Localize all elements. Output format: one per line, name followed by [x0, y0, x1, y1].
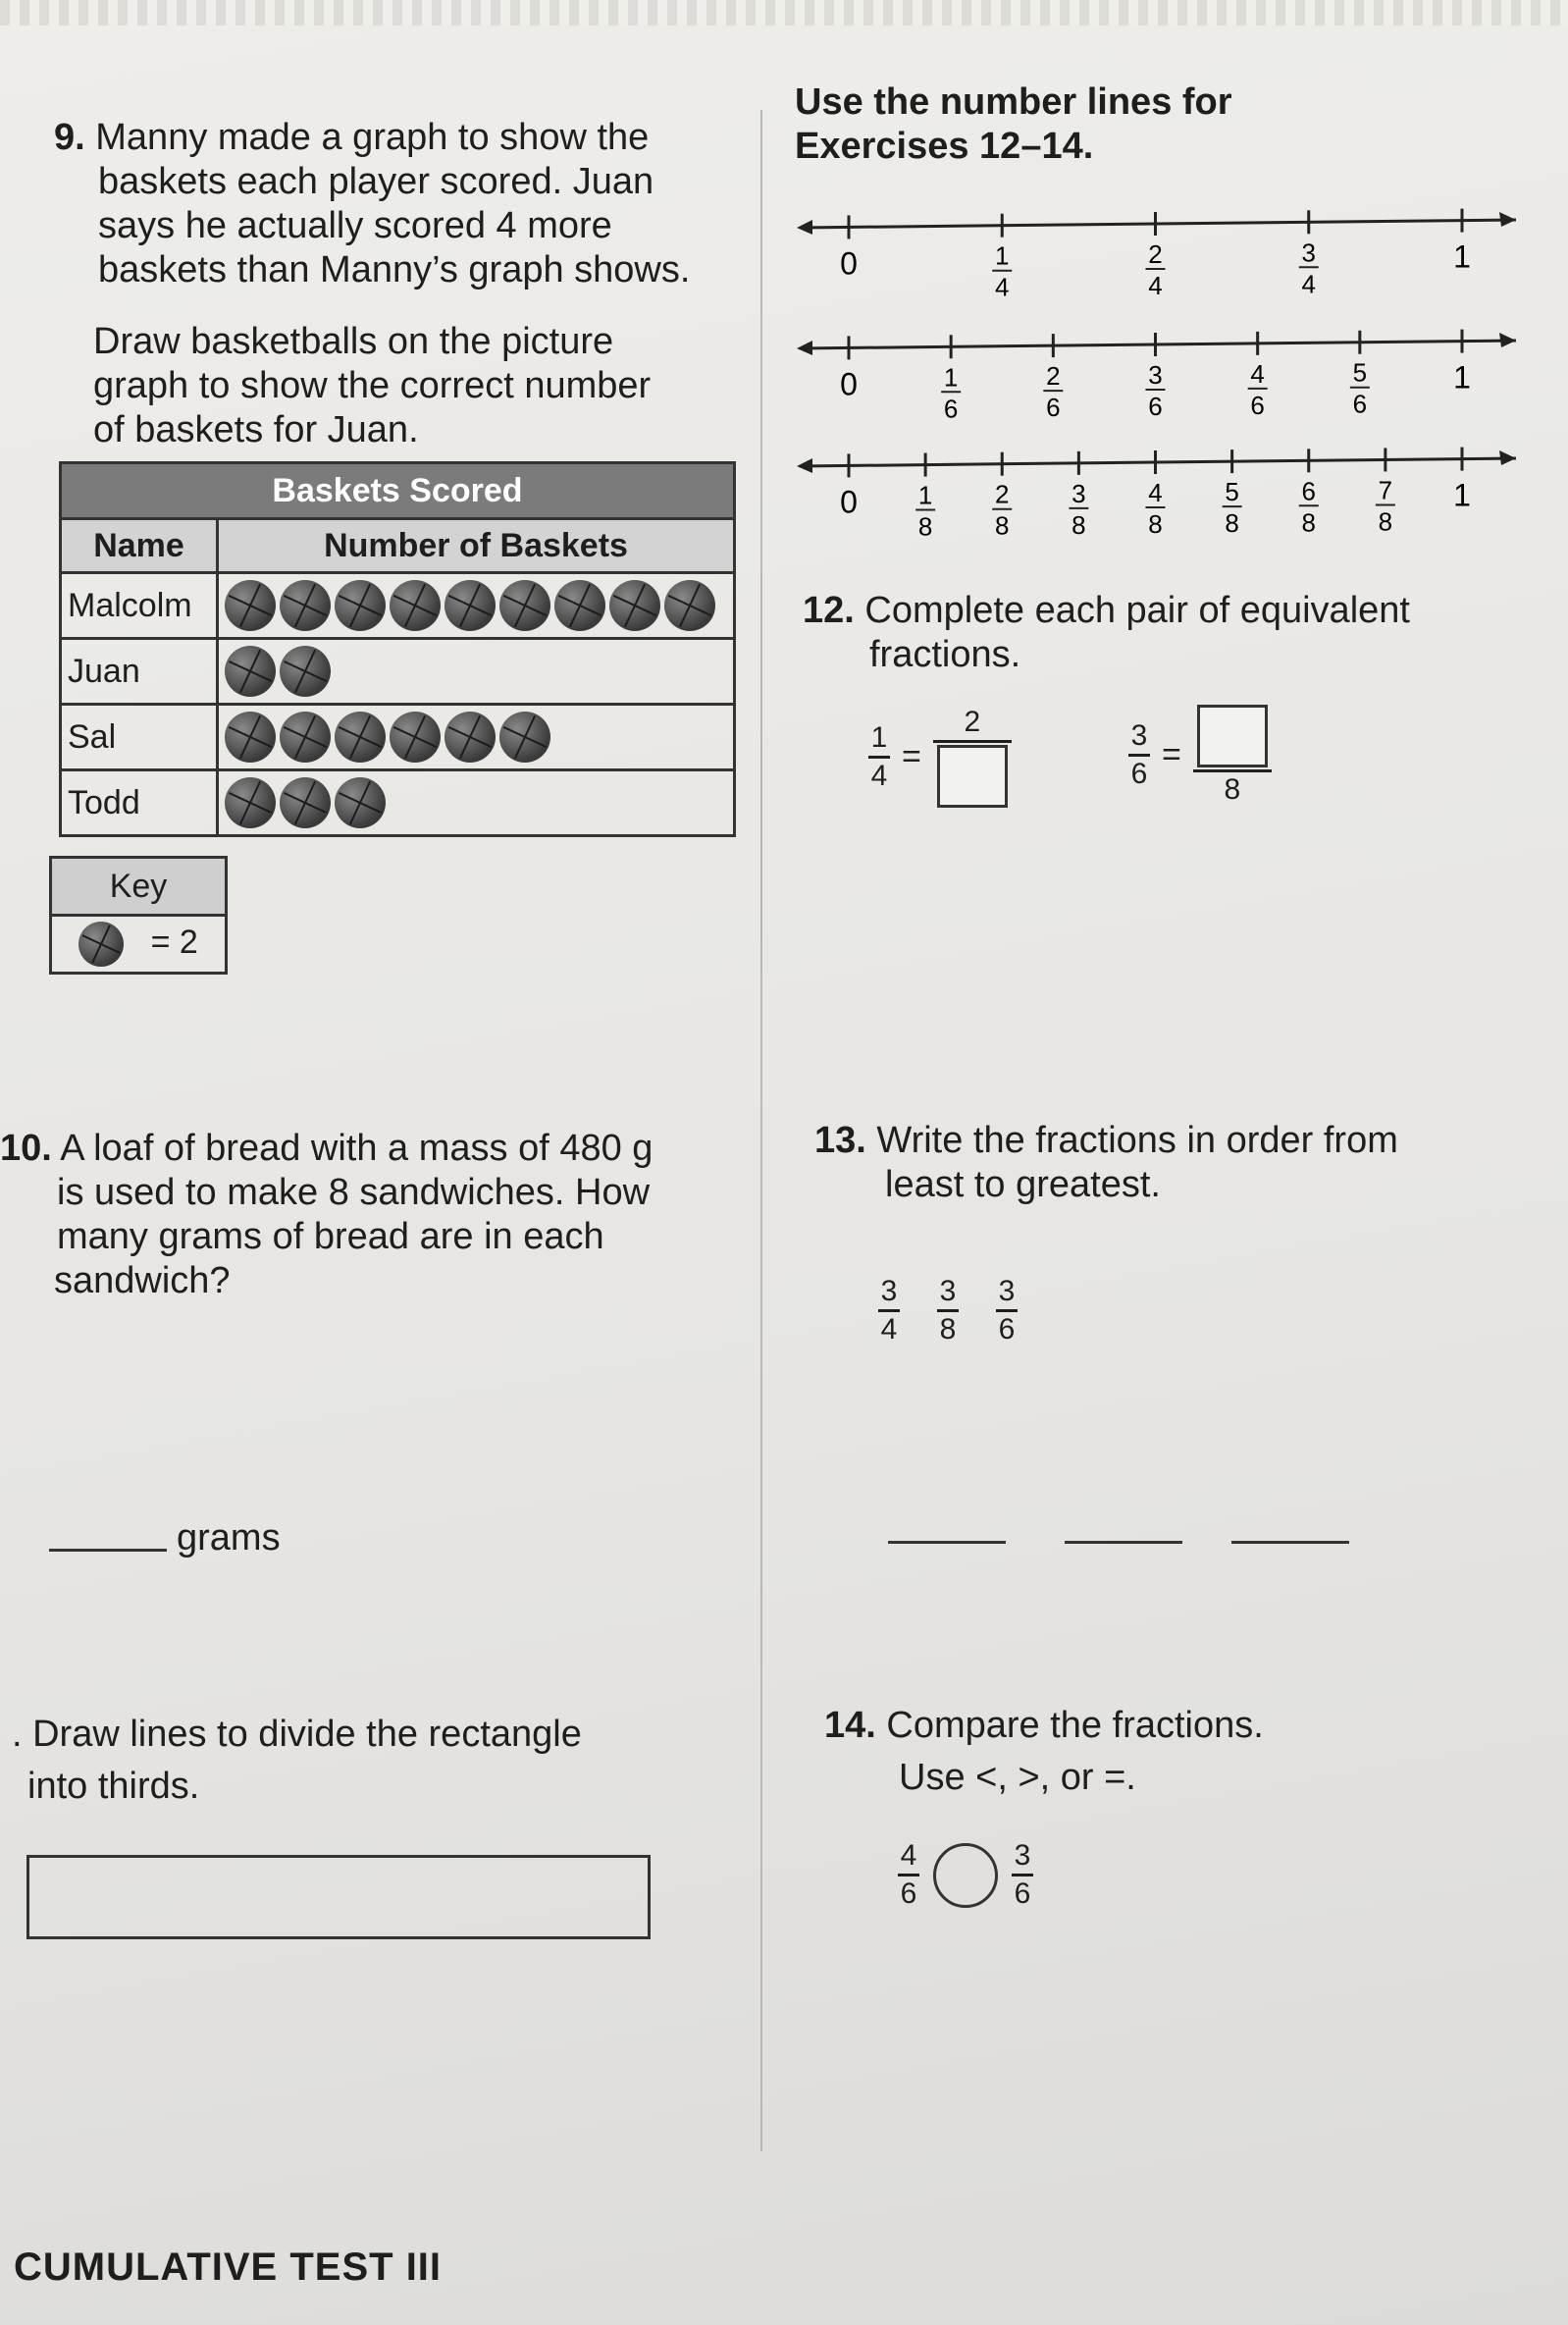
- fraction: [868, 722, 890, 792]
- tick-label-denominator: 4: [995, 272, 1010, 302]
- grams-answer-line[interactable]: [49, 1549, 167, 1552]
- row-balls-cell[interactable]: [218, 770, 735, 836]
- fraction-bar: [933, 740, 1012, 743]
- tick-label-denominator: 8: [1301, 507, 1316, 538]
- tick-label-zero: 0: [840, 366, 858, 402]
- fraction: [996, 1276, 1018, 1346]
- row-name: Sal: [61, 705, 218, 770]
- q9-line5: Draw basketballs on the picture: [93, 321, 614, 362]
- tick-label-zero: 0: [840, 245, 858, 282]
- tick-label-denominator: 6: [943, 394, 959, 424]
- basketball-icons: [225, 777, 727, 828]
- q9-line4: baskets than Manny’s graph shows.: [98, 249, 691, 291]
- exercise-13: [814, 1119, 1541, 1207]
- denominator: 6: [900, 1877, 917, 1910]
- tick-label-denominator: 6: [1046, 393, 1061, 423]
- q12-pair-b: [1128, 705, 1272, 806]
- basketball-icon: [444, 580, 496, 631]
- basketball-icon: [664, 580, 715, 631]
- intro-line2: Exercises 12–14.: [795, 126, 1094, 167]
- number-line-eighths: [797, 448, 1516, 542]
- tick-label-numerator: 2: [995, 479, 1010, 509]
- tick-label-denominator: 6: [1352, 389, 1368, 419]
- perforated-edge: [0, 0, 1568, 26]
- tick-label-numerator: 3: [1071, 478, 1086, 508]
- exercise-11: [12, 1713, 758, 1809]
- exercise-12-number: 12.: [803, 590, 855, 631]
- tick-label-numerator: 4: [1148, 478, 1163, 507]
- q11-line2: into thirds.: [27, 1766, 200, 1807]
- q10-line1: A loaf of bread with a mass of 480 g: [60, 1128, 653, 1169]
- basketball-icons: [225, 646, 727, 697]
- tick-label-denominator: 8: [1225, 508, 1239, 539]
- q9-line7: of baskets for Juan.: [93, 409, 419, 450]
- tick-label-denominator: 8: [1378, 506, 1393, 537]
- tick-label-denominator: 8: [1148, 509, 1163, 539]
- basketball-icon: [280, 777, 331, 828]
- table-row: [61, 705, 735, 770]
- equals-sign: =: [1162, 736, 1181, 773]
- q12-pair-a: [868, 707, 1012, 808]
- q9-line6: graph to show the correct number: [93, 365, 652, 406]
- basketball-icon: [390, 712, 441, 763]
- fraction: [1193, 705, 1272, 806]
- basketball-icon: [280, 646, 331, 697]
- fraction-bar: [937, 1309, 959, 1312]
- q13-line1: Write the fractions in order from: [876, 1120, 1398, 1161]
- basketball-icon: [335, 777, 386, 828]
- tick-label-numerator: 2: [1148, 239, 1163, 269]
- comparison-circle[interactable]: [933, 1843, 998, 1908]
- answer-box[interactable]: [1197, 705, 1268, 767]
- fraction: [898, 1840, 919, 1910]
- q12-line2: fractions.: [869, 634, 1021, 675]
- row-balls-cell[interactable]: [218, 639, 735, 705]
- exercise-9-number: 9.: [54, 117, 85, 158]
- exercise-9: [54, 116, 741, 452]
- row-name: Todd: [61, 770, 218, 836]
- q14-line2: Use <, >, or =.: [899, 1757, 1136, 1798]
- numerator: 3: [998, 1275, 1016, 1307]
- denominator: 8: [939, 1313, 957, 1346]
- exercise-12: [803, 589, 1529, 677]
- arrow-right-icon: [1499, 450, 1516, 465]
- q9-line2: baskets each player scored. Juan: [98, 161, 654, 202]
- denominator: 4: [870, 760, 888, 792]
- number-line-axis: [800, 341, 1516, 348]
- basketball-icon: [280, 712, 331, 763]
- fraction-bar: [996, 1309, 1018, 1312]
- denominator: 6: [1130, 758, 1148, 790]
- fraction-bar: [1012, 1874, 1033, 1876]
- tick-label-numerator: 5: [1352, 357, 1368, 388]
- basketball-icon: [390, 580, 441, 631]
- intro-line1: Use the number lines for: [795, 81, 1232, 123]
- tick-label-numerator: 2: [1046, 361, 1061, 392]
- tick-label-denominator: 6: [1250, 390, 1265, 420]
- q14-line1: Compare the fractions.: [886, 1705, 1264, 1746]
- basketball-icon: [335, 712, 386, 763]
- tick-label-numerator: 7: [1378, 475, 1393, 505]
- basketball-icons: [225, 580, 727, 631]
- tick-label-numerator: 5: [1225, 477, 1239, 507]
- row-balls-cell[interactable]: [218, 705, 735, 770]
- column-divider: [760, 110, 762, 2151]
- q10-line4: sandwich?: [54, 1260, 231, 1301]
- q13-fractions: [878, 1276, 1018, 1346]
- order-answer-line-2[interactable]: [1065, 1541, 1182, 1544]
- basketball-icon: [225, 777, 276, 828]
- fraction-bar: [1193, 769, 1272, 772]
- tick-label-numerator: 1: [995, 240, 1010, 271]
- exercise-14-number: 14.: [824, 1705, 876, 1746]
- number-line-axis: [800, 458, 1516, 466]
- tick-label-one: 1: [1453, 477, 1471, 513]
- number-line-fourths: [797, 209, 1516, 302]
- q11-line1: . Draw lines to divide the rectangle: [12, 1714, 582, 1755]
- row-name: Malcolm: [61, 573, 218, 639]
- key-label: Key: [51, 858, 227, 916]
- basketball-icon: [335, 580, 386, 631]
- q10-line3: many grams of bread are in each: [57, 1216, 604, 1257]
- denominator: 6: [998, 1313, 1016, 1346]
- numerator: 3: [939, 1275, 957, 1307]
- fraction: [937, 1276, 959, 1346]
- footer-title: CUMULATIVE TEST III: [14, 2246, 443, 2289]
- basketball-icon: [280, 580, 331, 631]
- basketball-icon: [499, 580, 550, 631]
- fraction: [933, 707, 1012, 808]
- key-row: [51, 916, 227, 974]
- arrow-right-icon: [1499, 212, 1516, 227]
- basketball-icon: [609, 580, 660, 631]
- tick-label-numerator: 3: [1301, 238, 1316, 268]
- tick-label-one: 1: [1453, 359, 1471, 396]
- picture-graph-title: Baskets Scored: [61, 463, 735, 519]
- tick-label-denominator: 6: [1148, 392, 1163, 421]
- tick-label-numerator: 1: [943, 362, 959, 393]
- order-answer-line-1[interactable]: [888, 1541, 1006, 1544]
- q14-comparison: [898, 1840, 1033, 1910]
- denominator: 6: [1014, 1877, 1031, 1910]
- graph-key: [49, 856, 228, 975]
- tick-label-denominator: 8: [917, 511, 933, 542]
- tick-label-denominator: 8: [995, 510, 1010, 541]
- tick-label-denominator: 8: [1071, 509, 1086, 540]
- number-line-axis: [800, 220, 1516, 228]
- fraction-bar: [898, 1874, 919, 1876]
- fraction-bar: [868, 756, 890, 759]
- number-lines: [795, 206, 1521, 559]
- numberline-intro: [795, 80, 1541, 169]
- numerator: 2: [964, 706, 981, 738]
- fraction: [1128, 720, 1150, 790]
- fraction-bar: [1128, 754, 1150, 757]
- basketball-icons: [225, 712, 727, 763]
- rectangle-to-divide[interactable]: [26, 1855, 651, 1939]
- answer-box[interactable]: [937, 745, 1008, 808]
- arrow-left-icon: [797, 458, 812, 473]
- numerator: 3: [880, 1275, 898, 1307]
- q13-line2: least to greatest.: [885, 1164, 1161, 1205]
- tick-label-numerator: 6: [1301, 476, 1316, 506]
- tick-label-denominator: 4: [1301, 269, 1316, 299]
- tick-label-zero: 0: [840, 484, 858, 520]
- numerator: 3: [1014, 1839, 1031, 1872]
- fraction: [1012, 1840, 1033, 1910]
- q12-line1: Complete each pair of equivalent: [864, 590, 1410, 631]
- tick-label-one: 1: [1453, 238, 1471, 275]
- fraction: [878, 1276, 900, 1346]
- equals-sign: =: [902, 738, 921, 775]
- denominator: 4: [880, 1313, 898, 1346]
- grams-unit: grams: [177, 1517, 281, 1559]
- row-balls-cell[interactable]: [218, 573, 735, 639]
- basketball-icon: [78, 922, 124, 967]
- q9-line1: Manny made a graph to show the: [95, 117, 650, 158]
- exercise-14: [824, 1704, 1531, 1800]
- column-header-name: Name: [61, 519, 218, 573]
- arrow-left-icon: [797, 220, 812, 235]
- tick-label-numerator: 1: [917, 480, 933, 510]
- exercise-10-number: 10.: [0, 1128, 52, 1169]
- arrow-right-icon: [1499, 333, 1516, 347]
- exercise-10: [0, 1127, 756, 1303]
- basketball-icon: [499, 712, 550, 763]
- numerator: 3: [1130, 719, 1148, 752]
- tick-label-numerator: 4: [1250, 358, 1265, 389]
- basketball-icon: [554, 580, 605, 631]
- picture-graph-table: [59, 461, 736, 837]
- basketball-icon: [444, 712, 496, 763]
- fraction-bar: [878, 1309, 900, 1312]
- column-header-count: Number of Baskets: [218, 519, 735, 573]
- tick-label-denominator: 4: [1148, 271, 1163, 300]
- table-row: [61, 770, 735, 836]
- tick-label-numerator: 3: [1148, 360, 1163, 390]
- numerator: 1: [870, 721, 888, 754]
- denominator: 8: [1224, 773, 1241, 806]
- numerator: 4: [900, 1839, 917, 1872]
- row-name: Juan: [61, 639, 218, 705]
- exercise-13-number: 13.: [814, 1120, 866, 1161]
- basketball-icon: [225, 580, 276, 631]
- table-row: [61, 573, 735, 639]
- q9-line3: says he actually scored 4 more: [98, 205, 612, 246]
- order-answer-line-3[interactable]: [1231, 1541, 1349, 1544]
- basketball-icon: [225, 712, 276, 763]
- key-value: = 2: [150, 923, 198, 961]
- basketball-icon: [225, 646, 276, 697]
- table-row: [61, 639, 735, 705]
- number-line-sixths: [797, 330, 1516, 424]
- arrow-left-icon: [797, 341, 812, 355]
- q10-line2: is used to make 8 sandwiches. How: [57, 1172, 651, 1213]
